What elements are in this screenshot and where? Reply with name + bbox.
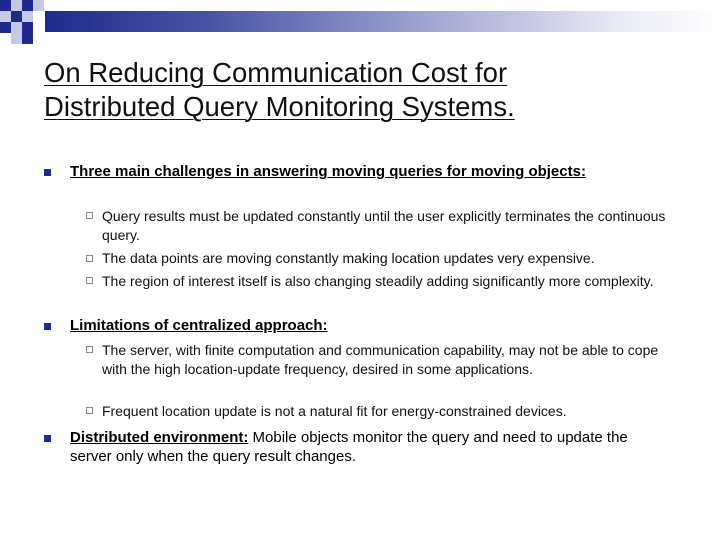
hollow-square-icon (86, 255, 93, 262)
hollow-square-icon (86, 346, 93, 353)
hollow-square-icon (86, 277, 93, 284)
hollow-square-icon (86, 212, 93, 219)
sub-bullet-text: The data points are moving constantly making location updates very expensive. (102, 250, 595, 266)
sub-bullet-text: The region of interest itself is also changing steadily adding significantly more complexity. (102, 273, 654, 289)
square-bullet-icon (44, 323, 51, 330)
bullet-point-distributed (70, 428, 670, 466)
bullet-point-limitations (70, 316, 670, 335)
hollow-square-icon (86, 407, 93, 414)
bullet-point-challenges (70, 162, 670, 181)
sub-bullet-text: Frequent location update is not a natural fit for energy-constrained devices. (102, 403, 567, 419)
bullet-text: Mobile objects monitor the query and need to update the server only when the query result changes. (70, 429, 628, 465)
title-line-1: On Reducing Communication Cost for (44, 57, 508, 88)
title-line-2: Distributed Query Monitoring Systems. (44, 91, 515, 122)
bullet-heading: Three main challenges in answering moving queries for moving objects: (70, 163, 586, 180)
sub-bullet-text: Query results must be updated constantly until the user explicitly terminates the continuous query. (102, 208, 666, 243)
square-bullet-icon (44, 169, 51, 176)
sub-bullet-text: The server, with finite computation and communication capability, may not be able to cope with the high location-update frequency, desired in some applications. (102, 342, 659, 377)
bullet-heading: Limitations of centralized approach: (70, 317, 328, 334)
square-bullet-icon (44, 435, 51, 442)
bullet-heading: Distributed environment: (70, 429, 249, 446)
